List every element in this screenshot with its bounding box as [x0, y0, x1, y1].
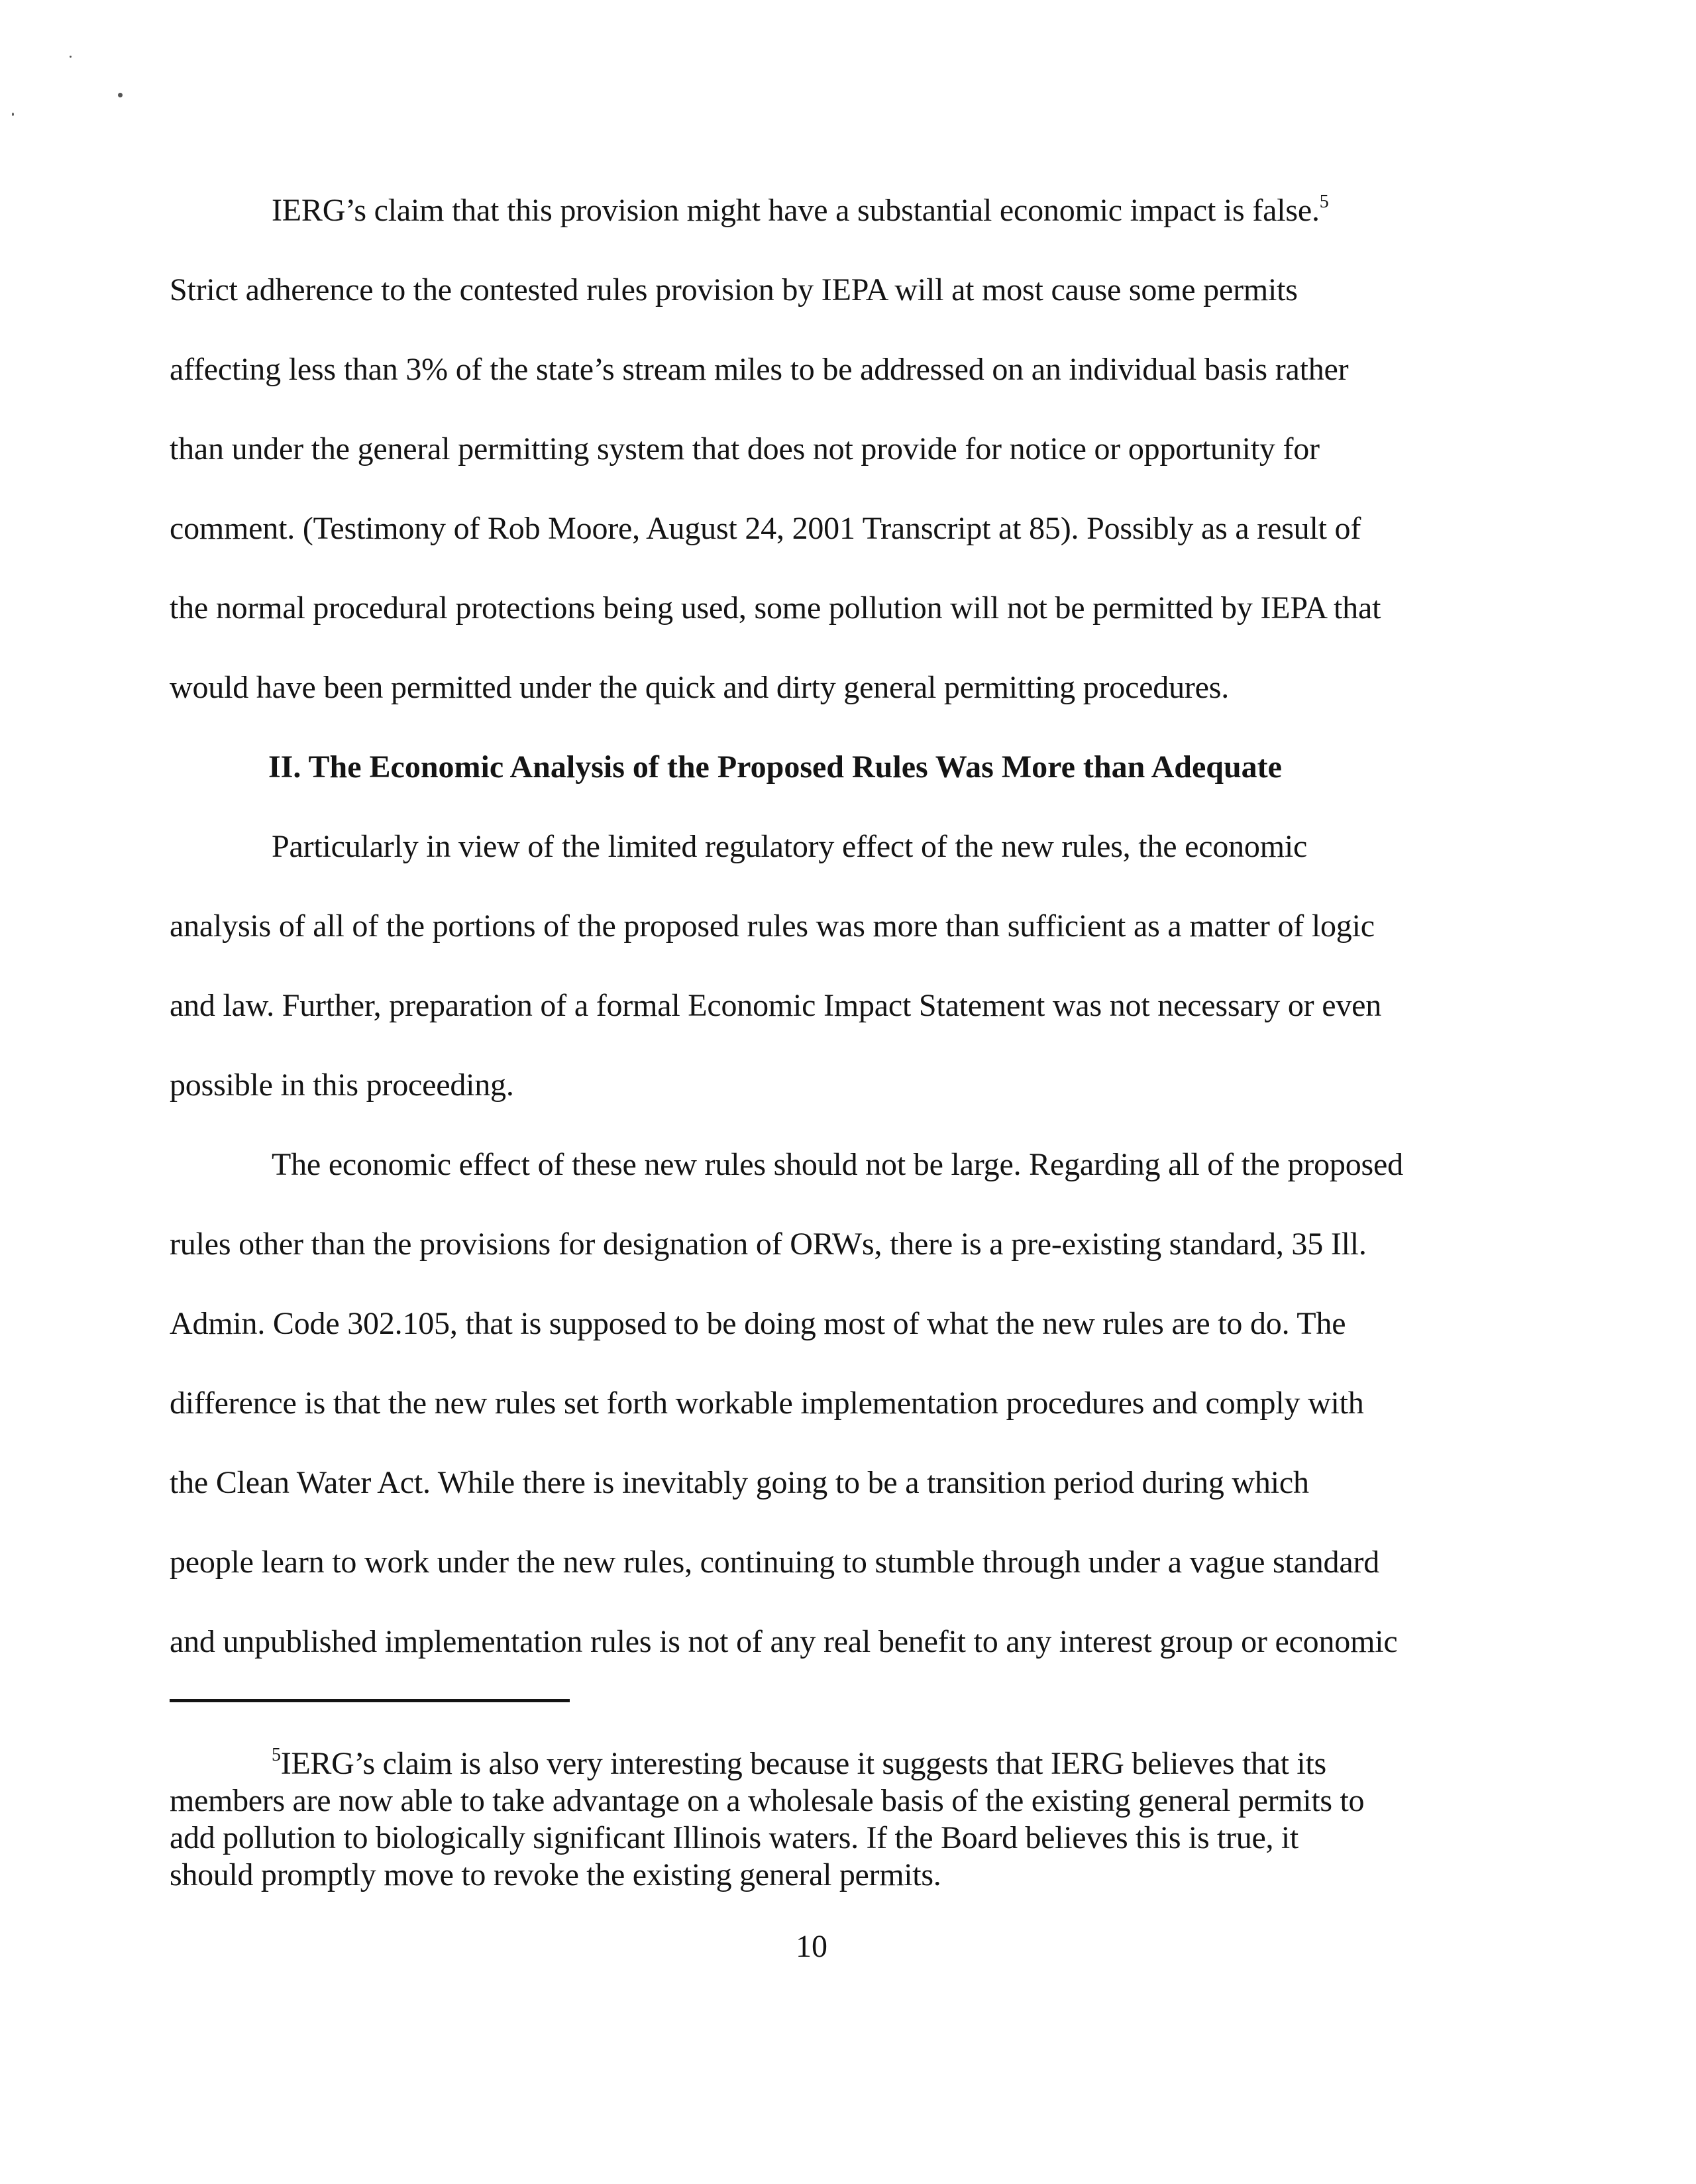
text-line: people learn to work under the new rules, continuing to stumble through under a vague standard — [170, 1545, 1380, 1580]
footnote-line: add pollution to biologically significant Illinois waters. If the Board believes this is true, it — [170, 1820, 1298, 1855]
text-line: possible in this proceeding. — [170, 1067, 514, 1103]
text-line: Admin. Code 302.105, that is supposed to be doing most of what the new rules are to do. The — [170, 1306, 1346, 1341]
text-line: rules other than the provisions for designation of ORWs, there is a pre-existing standard, 35 Ill. — [170, 1227, 1367, 1262]
scan-speck — [70, 56, 72, 58]
text-line: than under the general permitting system that does not provide for notice or opportunity for — [170, 431, 1320, 466]
text-line: and law. Further, preparation of a formal Economic Impact Statement was not necessary or even — [170, 988, 1382, 1023]
text-line: the normal procedural protections being used, some pollution will not be permitted by IEPA that — [170, 590, 1381, 626]
section-heading: II. The Economic Analysis of the Proposed Rules Was More than Adequate — [268, 749, 1282, 785]
text-line: affecting less than 3% of the state’s stream miles to be addressed on an individual basis rather — [170, 352, 1349, 387]
footnote-line: $^5$IERG’s claim is also very interesting because it suggests that IERG believes that its — [272, 1745, 1326, 1781]
page-number: 10 — [796, 1929, 827, 1964]
text-line: Particularly in view of the limited regulatory effect of the new rules, the economic — [272, 829, 1308, 864]
footnote-separator — [170, 1699, 570, 1702]
text-line: comment. (Testimony of Rob Moore, August 24, 2001 Transcript at 85). Possibly as a result of — [170, 511, 1361, 546]
text-line: the Clean Water Act. While there is inevitably going to be a transition period during which — [170, 1465, 1309, 1500]
text-line: The economic effect of these new rules should not be large. Regarding all of the proposed — [272, 1147, 1403, 1182]
text-line: difference is that the new rules set forth workable implementation procedures and comply with — [170, 1386, 1364, 1421]
footnote-reference: 5 — [1319, 191, 1329, 212]
footnote-line: members are now able to take advantage on a wholesale basis of the existing general permits to — [170, 1783, 1365, 1818]
text-line: and unpublished implementation rules is not of any real benefit to any interest group or economic — [170, 1624, 1398, 1659]
text-line: Strict adherence to the contested rules provision by IEPA will at most cause some permits — [170, 272, 1298, 307]
text-line: would have been permitted under the quick and dirty general permitting procedures. — [170, 670, 1230, 705]
text-line: analysis of all of the portions of the proposed rules was more than sufficient as a matter of logic — [170, 908, 1375, 944]
scan-speck — [118, 93, 123, 97]
footnote-marker: 5 — [272, 1745, 281, 1765]
text-line: IERG’s claim that this provision might have a substantial economic impact is false.$^5$ — [272, 191, 1329, 228]
footnote-line: should promptly move to revoke the existing general permits. — [170, 1857, 941, 1892]
scan-speck — [12, 113, 14, 116]
